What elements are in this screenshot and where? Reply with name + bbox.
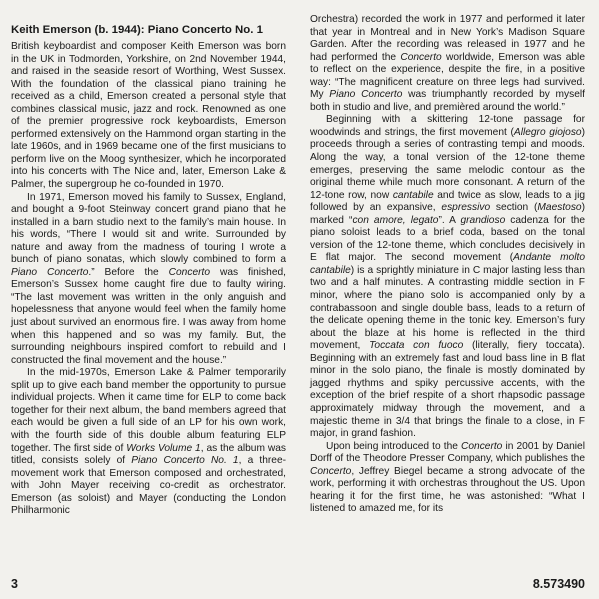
italic-text: Toccata con fuoco [369, 340, 464, 352]
text-run: ) proceeds through a series of contrasting tempi and moods. Along the way, a tonal version of the 12-tone theme emerges, preserving the same melodic contour as the original theme while much more consonant. A return of the 12-tone row, now [310, 126, 585, 201]
italic-text: Works Volume 1 [126, 442, 201, 454]
text-run: worldwide, Emerson was able to reflect on the experience, despite the fire, in a positive way: “The magnificent creature on three legs had survived. My [310, 51, 585, 101]
italic-text: Concerto [168, 266, 210, 278]
italic-text: con amore, legato [352, 214, 439, 226]
text-run: ”. A [438, 214, 461, 226]
italic-text: Andante molto cantabile [310, 252, 585, 276]
text-run: was triumphantly recorded by myself both in studio and live, and premièred around the world.” [310, 89, 585, 113]
text-run: ) marked “ [310, 202, 585, 226]
text-run: , as the album was titled, consists solely of [11, 442, 286, 467]
paragraph [11, 192, 286, 368]
text-run: ) is a sprightly miniature in C major lasting less than two and a half minutes. A contrasting middle section in F minor, where the piano solo is accompanied only by a contrabassoon and single double bass, leads to a return of the delicate opening theme in the tonic key. Emerson’s fury about the blaze at his home is reflected in the third movement, [310, 264, 585, 352]
text-run: in 2001 by Daniel Dorff of the Theodore Presser Company, which publishes the [310, 440, 585, 465]
italic-text: Piano Concerto [11, 266, 89, 278]
text-run: cadenza for the piano soloist leads to a brief coda, based on the tonal version of the 12-tone theme, which concludes decisively in E flat major. The second movement ( [310, 214, 585, 264]
paragraph [11, 41, 286, 192]
paragraph [310, 441, 585, 516]
italic-text: Maestoso [537, 202, 582, 214]
text-run: British keyboardist and composer Keith Emerson was born in the UK in Todmorden, Yorkshire, on 2nd November 1944, and raised in the seaside resort of Worthing, West Sussex. With the foundation of the classical piano training he received as a child, Emerson created a personal style that combines classical music, jazz and rock. Renowned as one of the premier progressive rock keyboardists, Emerson performed extensively on the Hammond organ starting in the late 1960s, and in 1969 became one of the first musicians to perform live on the Moog synthesizer, which he incorporated into his concerts with The Nice and, later, Emerson Lake & Palmer, the supergroup he co-founded in 1970. [11, 41, 286, 191]
italic-text: cantabile [392, 189, 434, 201]
text-run: In the mid-1970s, Emerson Lake & Palmer temporarily split up to give each band member the opportunity to pursue individual projects. When it came time for ELP to come back together for their next album, the band members agreed that each would be given a full side of an LP for his own work, with the fourth side of this double album featuring ELP together. The first side of [11, 367, 286, 454]
text-run: Beginning with a skittering 12-tone passage for woodwinds and strings, the first movement ( [310, 114, 585, 138]
text-run: In 1971, Emerson moved his family to Sussex, England, and bought a 9-foot Steinway concert grand piano that he installed in a barn studio next to the family’s main house. In his words, “There I would sit and write. Surrounded by nature and away from the madness of touring I wrote a bunch of piano sonatas, which slowly combined to form a [11, 191, 286, 266]
italic-text: grandioso [460, 214, 506, 226]
text-run: Upon being introduced to the [326, 440, 462, 452]
italic-text: espressivo [441, 202, 491, 214]
text-run: section ( [490, 202, 538, 214]
paragraph [11, 367, 286, 518]
text-run: (literally, fiery toccata). Beginning with an extremely fast and loud bass line in B flat minor in the solo piano, the finale is mostly dominated by jagged rhythms and spiky percussive accents, with the exception of the brief respite of a short rhapsodic passage approximately midway through the movement, and a majestic theme in 3/4 that brings the finale to a close, in F major, in grand fashion. [310, 340, 585, 440]
paragraph [310, 114, 585, 440]
text-run: .” Before the [88, 266, 169, 278]
italic-text: Concerto [400, 51, 442, 63]
paragraph [310, 14, 585, 114]
italic-text: Piano Concerto No. 1 [131, 455, 239, 467]
text-run: was finished, Emerson’s Sussex home caught fire due to faulty wiring. “The last movement was written in the only anguish and hopelessness that anyone would feel when the family home just about survived an enormous fire. I was away from home when this happened and so was my family. But, the surrounding neighbours inspired comfort to rebuild and I constructed the final movement and the house.” [11, 266, 286, 366]
left-column-body [11, 41, 286, 518]
text-run: , a three-movement work that Emerson composed and orchestrated, with John Mayer receiving co-credit as orchestrator. Emerson (as soloist) and Mayer (conducting the London Philharmonic [11, 455, 287, 517]
italic-text: Piano Concerto [329, 89, 403, 101]
text-run: , Jeffrey Biegel became a strong advocate of the work, performing it with orchestras throughout the US. Upon hearing it for the first time, he was astonished: “What I listened to amazed me, for its [310, 465, 585, 515]
italic-text: Concerto [461, 440, 503, 452]
article-title: Keith Emerson (b. 1944): Piano Concerto No. 1 [11, 24, 263, 36]
text-run: Orchestra) recorded the work in 1977 and performed it later that year in Montreal and in New York’s Madison Square Garden. After the recording was released in 1977 and he had performed the [310, 14, 585, 63]
italic-text: Allegro giojoso [513, 126, 582, 138]
right-column [310, 14, 585, 516]
page-number: 3 [11, 577, 18, 591]
catalogue-number: 8.573490 [532, 577, 585, 591]
right-column-body [310, 14, 585, 516]
left-column [11, 24, 286, 518]
text-run: and twice as slow, leads to a jig followed by an expansive, [310, 189, 585, 214]
italic-text: Concerto [310, 465, 352, 477]
